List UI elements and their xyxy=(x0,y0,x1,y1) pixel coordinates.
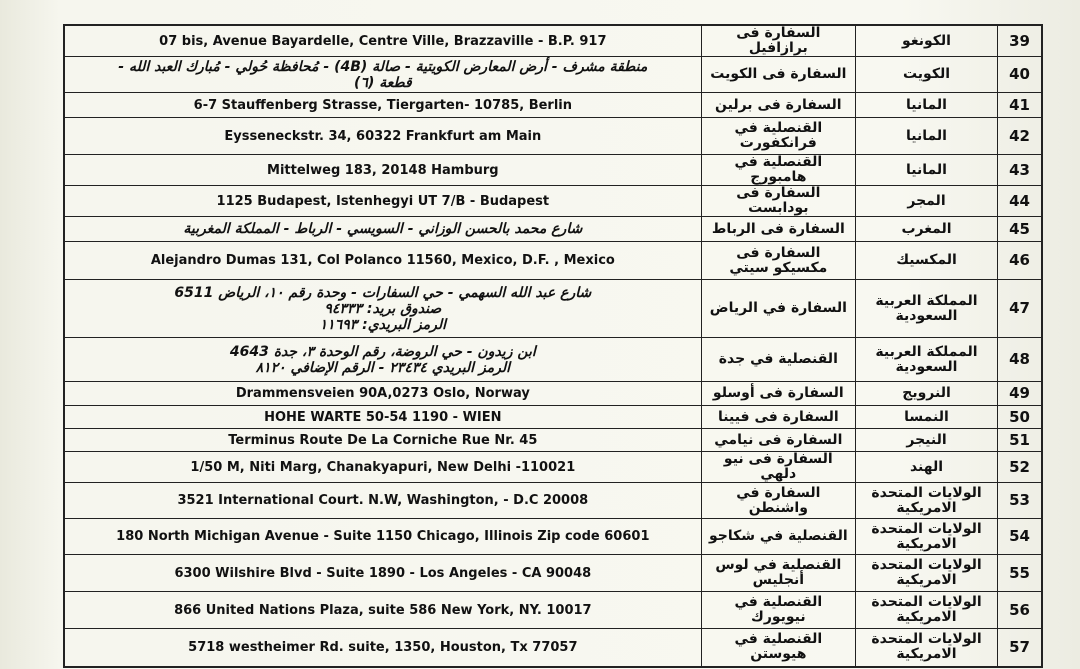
mission-cell: السفارة في واشنطن xyxy=(701,483,855,519)
row-number-cell: 57 xyxy=(998,629,1042,667)
address-cell xyxy=(64,429,701,452)
table-row xyxy=(64,452,1042,483)
table-row xyxy=(64,217,1042,242)
address-line: قطعة (٦) xyxy=(354,74,412,91)
country-cell: الولايات المتحدة الامريكية xyxy=(855,629,997,667)
mission-cell: السفارة فى الرباط xyxy=(701,217,855,242)
table-row xyxy=(64,429,1042,452)
row-number-cell: 44 xyxy=(998,186,1042,217)
mission-cell: القنصلية في نيويورك xyxy=(701,592,855,629)
embassy-table-body xyxy=(64,25,1042,667)
address-line: Alejandro Dumas 131, Col Polanco 11560, Mexico, D.F. , Mexico xyxy=(150,253,615,268)
address-line: شارع عبد الله السهمي - حي السفارات - وحدة رقم ١٠، الرياض 6511 xyxy=(174,284,592,301)
row-number-cell: 52 xyxy=(998,452,1042,483)
table-row xyxy=(64,186,1042,217)
country-cell: النمسا xyxy=(855,406,997,429)
address-cell xyxy=(64,186,701,217)
address-line: شارع محمد بالحسن الوزاني - السويسي - الرباط - المملكة المغربية xyxy=(183,221,583,237)
address-cell xyxy=(64,155,701,186)
table-row xyxy=(64,118,1042,155)
table-row xyxy=(64,242,1042,280)
address-cell xyxy=(64,25,701,57)
country-cell: الولايات المتحدة الامريكية xyxy=(855,592,997,629)
row-number-cell: 54 xyxy=(998,519,1042,555)
row-number-cell: 43 xyxy=(998,155,1042,186)
address-cell xyxy=(64,592,701,629)
address-cell xyxy=(64,217,701,242)
row-number-cell: 39 xyxy=(998,25,1042,57)
mission-cell: القنصلية في فرانكفورت xyxy=(701,118,855,155)
address-cell xyxy=(64,118,701,155)
table-row xyxy=(64,519,1042,555)
address-line: Eysseneckstr. 34, 60322 Frankfurt am Main xyxy=(224,128,542,144)
row-number-cell: 41 xyxy=(998,93,1042,118)
mission-cell: السفارة فى الكويت xyxy=(701,57,855,93)
address-line: منطقة مشرف - أرض المعارض الكويتية - صالة (4B) - مُحافظة حُولي - مُبارك العبد الله - xyxy=(118,58,648,75)
address-line: HOHE WARTE 50-54 1190 - WIEN xyxy=(264,409,502,425)
country-cell: المجر xyxy=(855,186,997,217)
address-line: 6-7 Stauffenberg Strasse, Tiergarten- 10785, Berlin xyxy=(193,97,573,113)
table-row xyxy=(64,93,1042,118)
row-number-cell: 42 xyxy=(998,118,1042,155)
country-cell: المملكة العربية السعودية xyxy=(855,280,997,338)
address-line: الرمز البريدي: ١١٦٩٣ xyxy=(319,316,447,333)
row-number-cell: 50 xyxy=(998,406,1042,429)
address-cell xyxy=(64,629,701,667)
country-cell: النيجر xyxy=(855,429,997,452)
table-row xyxy=(64,338,1042,382)
address-cell xyxy=(64,483,701,519)
country-cell: الولايات المتحدة الامريكية xyxy=(855,483,997,519)
country-cell: الكويت xyxy=(855,57,997,93)
address-line: صندوق بريد: ٩٤٣٣٣ xyxy=(324,300,442,317)
table-row xyxy=(64,25,1042,57)
mission-cell: السفارة في الرياض xyxy=(701,280,855,338)
country-cell: المكسيك xyxy=(855,242,997,280)
table-row xyxy=(64,592,1042,629)
address-cell xyxy=(64,555,701,592)
country-cell: الولايات المتحدة الامريكية xyxy=(855,555,997,592)
country-cell: الهند xyxy=(855,452,997,483)
address-line: 866 United Nations Plaza, suite 586 New York, NY. 10017 xyxy=(174,602,592,618)
mission-cell: القنصلية في هامبورج xyxy=(701,155,855,186)
mission-cell: السفارة فى مكسيكو سيتي xyxy=(701,242,855,280)
mission-cell: السفارة فى فيينا xyxy=(701,406,855,429)
country-cell: المانيا xyxy=(855,118,997,155)
row-number-cell: 47 xyxy=(998,280,1042,338)
address-line: 5718 westheimer Rd. suite, 1350, Houston, Tx 77057 xyxy=(188,639,578,655)
country-cell: المملكة العربية السعودية xyxy=(855,338,997,382)
address-line: 1/50 M, Niti Marg, Chanakyapuri, New Delhi -110021 xyxy=(190,459,576,475)
row-number-cell: 45 xyxy=(998,217,1042,242)
address-cell xyxy=(64,338,701,382)
table-row xyxy=(64,483,1042,519)
row-number-cell: 40 xyxy=(998,57,1042,93)
mission-cell: السفارة فى برلين xyxy=(701,93,855,118)
address-line: 3521 International Court. N.W, Washington, - D.C 20008 xyxy=(177,493,589,508)
row-number-cell: 56 xyxy=(998,592,1042,629)
mission-cell: القنصلية في شكاجو xyxy=(701,519,855,555)
table-row xyxy=(64,57,1042,93)
address-line: Mittelweg 183, 20148 Hamburg xyxy=(267,162,499,178)
address-line: 6300 Wilshire Blvd - Suite 1890 - Los Angeles - CA 90048 xyxy=(174,565,592,581)
address-line: 180 North Michigan Avenue - Suite 1150 Chicago, Illinois Zip code 60601 xyxy=(116,529,650,544)
address-line: Drammensveien 90A,0273 Oslo, Norway xyxy=(235,386,530,401)
table-row xyxy=(64,382,1042,406)
address-line: 1125 Budapest, Istenhegyi UT 7/B - Budapest xyxy=(216,193,550,209)
mission-cell: السفارة فى بودابست xyxy=(701,186,855,217)
row-number-cell: 53 xyxy=(998,483,1042,519)
row-number-cell: 49 xyxy=(998,382,1042,406)
table-row xyxy=(64,155,1042,186)
address-cell xyxy=(64,280,701,338)
country-cell: المغرب xyxy=(855,217,997,242)
country-cell: المانيا xyxy=(855,155,997,186)
address-cell xyxy=(64,93,701,118)
mission-cell: القنصلية في هيوستن xyxy=(701,629,855,667)
row-number-cell: 48 xyxy=(998,338,1042,382)
address-line: Terminus Route De La Corniche Rue Nr. 45 xyxy=(228,432,538,448)
country-cell: المانيا xyxy=(855,93,997,118)
embassy-table xyxy=(63,24,1043,668)
mission-cell: السفارة فى أوسلو xyxy=(701,382,855,406)
address-cell xyxy=(64,452,701,483)
address-line: 07 bis, Avenue Bayardelle, Centre Ville, Brazzaville - B.P. 917 xyxy=(159,33,607,49)
mission-cell: السفارة فى برازافيل xyxy=(701,25,855,57)
address-cell xyxy=(64,519,701,555)
address-line: ابن زيدون - حي الروضة، رقم الوحدة ٣، جدة 4643 xyxy=(229,343,536,360)
mission-cell: السفارة فى نيو دلهي xyxy=(701,452,855,483)
address-cell xyxy=(64,406,701,429)
table-row xyxy=(64,406,1042,429)
row-number-cell: 46 xyxy=(998,242,1042,280)
mission-cell: القنصلية في لوس أنجليس xyxy=(701,555,855,592)
row-number-cell: 55 xyxy=(998,555,1042,592)
table-row xyxy=(64,280,1042,338)
country-cell: الكونغو xyxy=(855,25,997,57)
address-line: الرمز البريدي ٢٣٤٣٤ - الرقم الإضافي ٨١٢٠ xyxy=(255,359,511,376)
row-number-cell: 51 xyxy=(998,429,1042,452)
table-row xyxy=(64,629,1042,667)
mission-cell: السفارة فى نيامي xyxy=(701,429,855,452)
address-cell xyxy=(64,382,701,406)
table-row xyxy=(64,555,1042,592)
address-cell xyxy=(64,242,701,280)
mission-cell: القنصلية في جدة xyxy=(701,338,855,382)
address-cell xyxy=(64,57,701,93)
country-cell: النرويج xyxy=(855,382,997,406)
country-cell: الولايات المتحدة الامريكية xyxy=(855,519,997,555)
